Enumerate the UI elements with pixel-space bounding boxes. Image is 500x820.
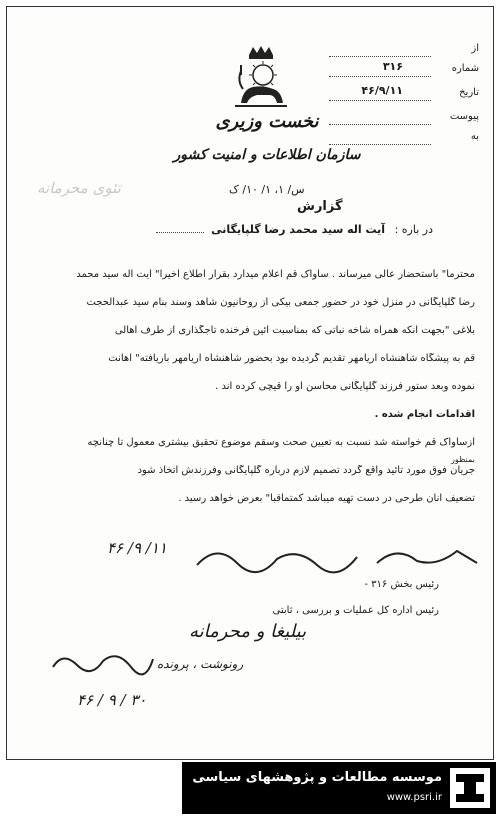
header-code: س/ ۱، ۱/ ۱۰/ ک bbox=[229, 183, 305, 196]
chief-signature-line: رئیس بخش ۳۱۶ - bbox=[364, 579, 439, 590]
meta-date-value: ۴۶/۹/۱۱ bbox=[361, 84, 403, 97]
dept-signature-line: رئیس اداره کل عملیات و بررسی ، ثابتی bbox=[272, 605, 439, 616]
body-line: جریان فوق مورد تائید واقع گردد تصمیم لازم درباره گلپایگانی وفرزندش اتخاذ شود bbox=[137, 465, 475, 476]
meta-date: تاریخ ۴۶/۹/۱۱ bbox=[329, 87, 479, 103]
margin-note: بمنظور bbox=[451, 455, 475, 464]
meta-to: به bbox=[329, 131, 479, 147]
report-title: گزارش bbox=[297, 199, 343, 214]
body-line: تضعیف آنان طرحی در دست تهیه میباشد کمتماقبا" بعرض خواهد رسید . bbox=[178, 493, 475, 504]
archive-footer bbox=[182, 762, 496, 814]
report-subject bbox=[156, 223, 433, 236]
document-page bbox=[6, 6, 494, 760]
left-handwritten-date: ۱۱/ ۹/ ۴۶ bbox=[107, 539, 167, 557]
faded-classification-stamp: تئوی محرمانه bbox=[37, 179, 121, 197]
handwritten-signature-icon bbox=[187, 537, 487, 577]
institute-name: موسسه مطالعات و پژوهشهای سیاسی bbox=[192, 770, 442, 785]
body-line: نموده وبعد ستور فرزند گلپایگانی محاسن او را قیچی کرده اند . bbox=[215, 381, 475, 392]
body-line: ازساواک قم خواسته شد نسبت به تعیین صحت وسقم موضوع تحقیق بیشتری معمول تا چنانچه bbox=[87, 437, 475, 448]
lion-and-sun-emblem-icon bbox=[233, 45, 289, 109]
bottom-handwritten-date: ۳۰ / ۹ / ۴۶ bbox=[77, 691, 147, 709]
handwritten-stamp: بیلیغا و محرمانه bbox=[189, 621, 307, 642]
header-title: نخست وزیری bbox=[215, 111, 319, 132]
body-line: رضا گلپایگانی در منزل خود در حضور جمعی بیکی از روحانیون شاهد وسند بنام سید عبدالحجت bbox=[86, 297, 475, 308]
body-line: قم به پیشگاه شاهنشاه آریامهر تقدیم گردیده بود بحضور شاهنشاه آریامهر باریافته" اهانت bbox=[108, 353, 475, 364]
header-subtitle: سازمان اطلاعات و امنیت کشور bbox=[173, 147, 361, 163]
subject-label: در باره : bbox=[394, 223, 433, 236]
meta-number: شماره ۳۱۶ bbox=[329, 63, 479, 79]
body-section-heading: اقدامات انجام شده . bbox=[374, 409, 475, 420]
institute-logo-icon bbox=[450, 768, 490, 808]
meta-attachment: پیوست bbox=[329, 111, 479, 127]
bottom-signature-icon bbox=[47, 643, 157, 683]
subject-value: آیت اله سید محمد رضا گلپایگانی bbox=[211, 223, 386, 236]
meta-from: از bbox=[329, 43, 479, 59]
body-line: محترما" باستحضار عالی میرساند . ساواک قم اعلام میدارد بقرار اطلاع اخیرا" آیت اله سید محمد bbox=[76, 269, 475, 280]
institute-url: www.psri.ir bbox=[386, 792, 442, 803]
meta-number-value: ۳۱۶ bbox=[382, 60, 403, 73]
body-line: بلاغی "بجهت آنکه همراه شاخه نباتی که بمناسبت آئین فرخنده تاجگذاری از طرف اهالی bbox=[114, 325, 475, 336]
bottom-handwritten-note: رونوشت ، پرونده bbox=[157, 657, 244, 671]
